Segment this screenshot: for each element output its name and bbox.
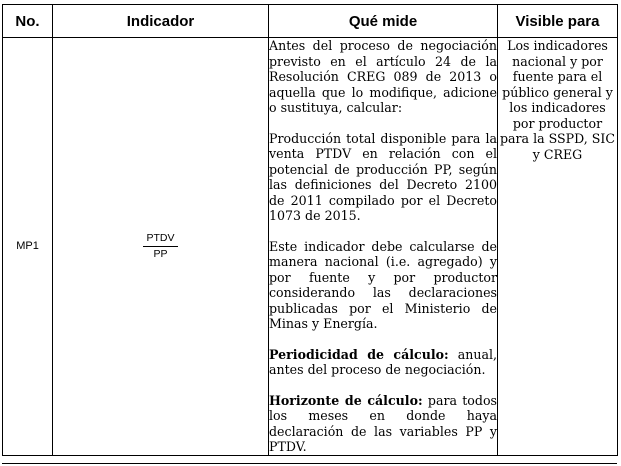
header-no: No. [3,5,53,38]
visible-for-cell: Los indicadores nacional y por fuente para el público general y los indicadores por productor para la SSPD, SIC y CREG [498,38,618,456]
header-indicador: Indicador [53,5,269,38]
table-row [3,38,618,456]
table-header-row [3,5,618,38]
indicator-formula [53,38,269,456]
description-cell [269,38,498,456]
description-paragraph-1: Antes del proceso de negociación previsto en el artículo 24 de la Resolución CREG 089 de 2013 o aquella que lo modifique, adicione o sustituya, calcular: [269,38,497,115]
header-que-mide: Qué mide [269,5,498,38]
horizon-paragraph [269,393,497,455]
table-bottom-border [2,463,617,464]
periodicity-paragraph [269,347,497,378]
indicator-table [2,4,618,456]
periodicity-text: anual, antes del proceso de negociación. [269,346,497,377]
header-visible-para: Visible para [498,5,618,38]
row-number: MP1 [3,38,53,456]
horizon-text: para todos los meses en donde haya declaración de las variables PP y PTDV. [269,392,497,454]
fraction-numerator: PTDV [143,232,177,247]
description-paragraph-2: Producción total disponible para la venta PTDV en relación con el potencial de producción PP, según las definiciones del Decreto 2100 de 2011 compilado por el Decreto 1073 de 2015. [269,130,497,223]
fraction [143,232,177,261]
fraction-denominator: PP [153,247,168,260]
horizon-label: Horizonte de cálculo: [269,392,423,408]
periodicity-label: Periodicidad de cálculo: [269,346,449,362]
description-paragraph-3: Este indicador debe calcularse de manera nacional (i.e. agregado) y por fuente y por productor considerando las declaraciones publicadas por el Ministerio de Minas y Energía. [269,238,497,331]
